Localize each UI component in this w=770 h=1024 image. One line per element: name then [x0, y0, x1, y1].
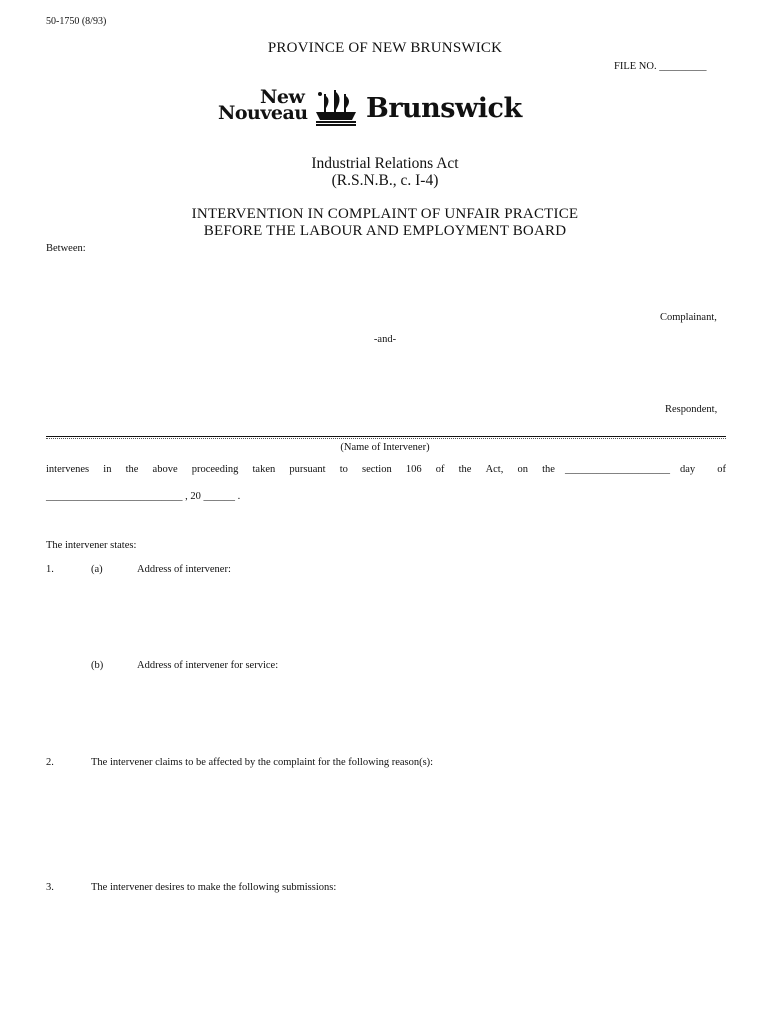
- date-period: .: [237, 491, 241, 502]
- logo-nouveau-text: Nouveau: [218, 102, 308, 124]
- logo-brunswick-text: Brunswick: [366, 93, 522, 124]
- day-of-words: [670, 464, 726, 475]
- intervenes-word: of: [435, 464, 445, 475]
- form-number: 50-1750 (8/93): [46, 16, 107, 27]
- day-of-word: day: [680, 464, 696, 475]
- intervenes-word: pursuant: [289, 464, 326, 475]
- intervenes-word: the: [458, 464, 472, 475]
- intervenes-word: section: [361, 464, 392, 475]
- intervenes-word: in: [103, 464, 112, 475]
- item2-label: The intervener claims to be affected by the complaint for the following reason(s):: [91, 757, 434, 768]
- form-title-line2: BEFORE THE LABOUR AND EMPLOYMENT BOARD: [203, 223, 567, 239]
- file-no: [614, 61, 706, 72]
- intervenes-word: on: [517, 464, 528, 475]
- intervenes-word: intervenes: [46, 464, 90, 475]
- logo-new-text: New: [260, 86, 305, 108]
- month-field[interactable]: __________________________: [46, 491, 183, 502]
- item1a-letter: (a): [91, 564, 103, 575]
- intervenes-word: taken: [252, 464, 276, 475]
- between-label: Between:: [46, 243, 86, 254]
- item1a-label: Address of intervener:: [137, 564, 231, 575]
- province-heading: PROVINCE OF NEW BRUNSWICK: [267, 40, 503, 56]
- item1b-label: Address of intervener for service:: [137, 660, 279, 671]
- intervenes-word: Act,: [485, 464, 504, 475]
- statements-intro: The intervener states:: [46, 540, 137, 551]
- file-no-field[interactable]: _________: [659, 61, 707, 72]
- form-title-line1: INTERVENTION IN COMPLAINT OF UNFAIR PRACTICE: [191, 206, 579, 222]
- intervenes-word: above: [152, 464, 178, 475]
- date-line: [46, 491, 240, 502]
- intervenes-words: [46, 464, 565, 475]
- intervenes-word: 106: [405, 464, 422, 475]
- act-citation: (R.S.N.B., c. I-4): [331, 172, 439, 189]
- intervener-name-caption: (Name of Intervener): [340, 442, 430, 453]
- file-no-label: FILE NO.: [614, 61, 657, 72]
- item3-number: 3.: [46, 882, 54, 893]
- and-label: -and-: [373, 334, 397, 345]
- year-prefix: , 20: [185, 491, 201, 502]
- intervenes-word: to: [339, 464, 348, 475]
- item1b-letter: (b): [91, 660, 104, 671]
- intervenes-word: proceeding: [191, 464, 239, 475]
- intervenes-word: the: [542, 464, 555, 475]
- intervener-name-line-shadow: [46, 438, 726, 439]
- act-name: Industrial Relations Act: [311, 155, 459, 172]
- respondent-label: Respondent,: [665, 404, 718, 415]
- intervener-name-line[interactable]: [46, 436, 726, 437]
- item1-number: 1.: [46, 564, 54, 575]
- new-brunswick-logo: [216, 86, 546, 130]
- complainant-label: Complainant,: [660, 312, 717, 323]
- intervenes-word: the: [125, 464, 139, 475]
- ship-emblem-icon: [312, 88, 360, 128]
- day-field[interactable]: ____________________: [565, 464, 670, 475]
- item3-label: The intervener desires to make the following submissions:: [91, 882, 337, 893]
- year-field[interactable]: ______: [203, 491, 235, 502]
- day-of-word: of: [717, 464, 726, 475]
- item2-number: 2.: [46, 757, 54, 768]
- intervenes-line: [46, 464, 726, 475]
